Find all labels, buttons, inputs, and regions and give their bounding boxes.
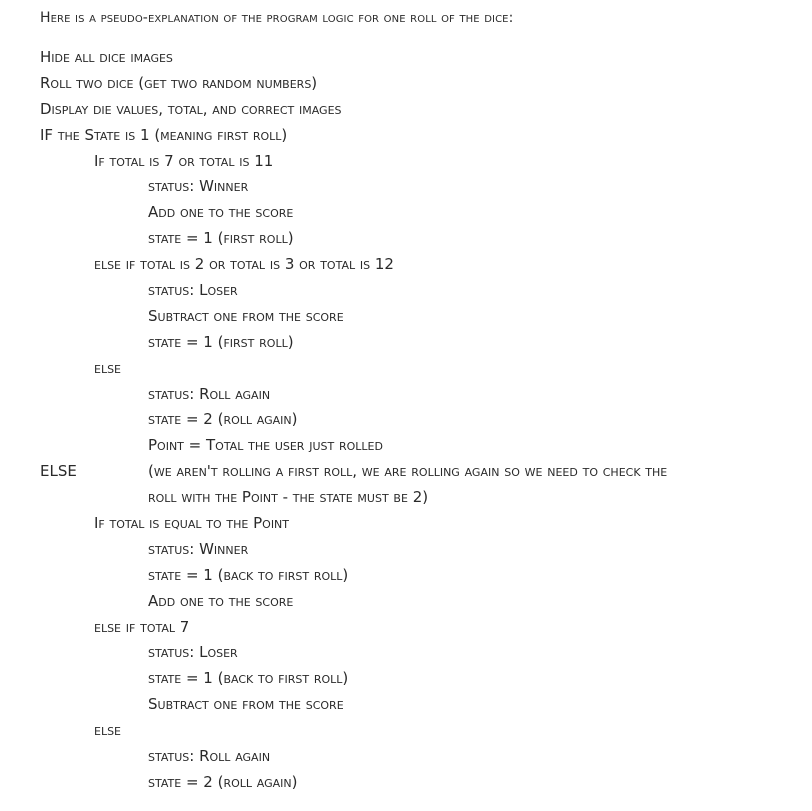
pseudocode-line-text: Add one to the score [148, 591, 294, 610]
pseudocode-line-text: Roll two dice (get two random numbers) [40, 73, 318, 92]
pseudocode-line [0, 436, 812, 462]
pseudocode-line-text: IF the State is 1 (meaning first roll) [40, 125, 288, 144]
pseudocode-line [0, 643, 812, 669]
pseudocode-line [0, 410, 812, 436]
pseudocode-line [0, 566, 812, 592]
pseudocode-line-text: else if total is 2 or total is 3 or total is 12 [94, 255, 394, 274]
pseudocode-line-text: If total is 7 or total is 11 [94, 151, 274, 170]
pseudocode-line [0, 229, 812, 255]
pseudocode-line [0, 359, 812, 385]
else-keyword: ELSE [40, 462, 77, 481]
pseudocode-line [0, 126, 812, 152]
pseudocode-line-text: status: Roll again [148, 384, 271, 403]
else-comment-line-2: roll with the Point - the state must be 2) [148, 488, 429, 507]
pseudocode-line-text: Display die values, total, and correct images [40, 99, 342, 118]
pseudocode-line-text: Subtract one from the score [148, 695, 344, 714]
pseudocode-line [0, 100, 812, 126]
pseudocode-lines [0, 48, 812, 799]
pseudocode-line-text: Add one to the score [148, 203, 294, 222]
pseudocode-line [0, 721, 812, 747]
pseudocode-line-text: else [94, 721, 122, 740]
pseudocode-line [0, 152, 812, 178]
pseudocode-line-text: status: Roll again [148, 747, 271, 766]
pseudocode-line-text: else if total 7 [94, 617, 190, 636]
pseudocode-line-text: Point = Total the user just rolled [148, 436, 383, 455]
pseudocode-line-text: state = 2 (roll again) [148, 410, 298, 429]
pseudocode-line [0, 177, 812, 203]
else-comment-continuation [0, 488, 812, 514]
pseudocode-line [0, 773, 812, 799]
pseudocode-line [0, 48, 812, 74]
pseudocode-line [0, 203, 812, 229]
pseudocode-line-text: status: Loser [148, 281, 238, 300]
pseudocode-line [0, 695, 812, 721]
pseudocode-line [0, 618, 812, 644]
pseudocode-line [0, 592, 812, 618]
pseudocode-line [0, 747, 812, 773]
pseudocode-line-text: Subtract one from the score [148, 306, 344, 325]
pseudocode-line [0, 385, 812, 411]
else-line [0, 462, 812, 488]
pseudocode-line [0, 514, 812, 540]
pseudocode-line-text: state = 1 (back to first roll) [148, 565, 349, 584]
pseudocode-line-text: else [94, 358, 122, 377]
pseudocode-line [0, 540, 812, 566]
pseudocode-line-text: Hide all dice images [40, 48, 173, 66]
else-comment-line-1: (we aren't rolling a first roll, we are rolling again so we need to check the [148, 462, 668, 481]
pseudocode-line [0, 333, 812, 359]
pseudocode-line-text: state = 1 (first roll) [148, 229, 294, 248]
pseudocode-line [0, 307, 812, 333]
pseudocode-line-text: state = 2 (roll again) [148, 772, 298, 791]
intro-text: Here is a pseudo-explanation of the program logic for one roll of the dice: [40, 10, 514, 26]
pseudocode-line [0, 281, 812, 307]
pseudocode-line-text: If total is equal to the Point [94, 514, 290, 533]
pseudocode-line [0, 255, 812, 281]
pseudocode-line-text: status: Loser [148, 643, 238, 662]
pseudocode-line-text: state = 1 (first roll) [148, 332, 294, 351]
pseudocode-line-text: status: Winner [148, 539, 249, 558]
pseudocode-line-text: status: Winner [148, 177, 249, 196]
pseudocode-line [0, 669, 812, 695]
pseudocode-line-text: state = 1 (back to first roll) [148, 669, 349, 688]
pseudocode-line [0, 74, 812, 100]
